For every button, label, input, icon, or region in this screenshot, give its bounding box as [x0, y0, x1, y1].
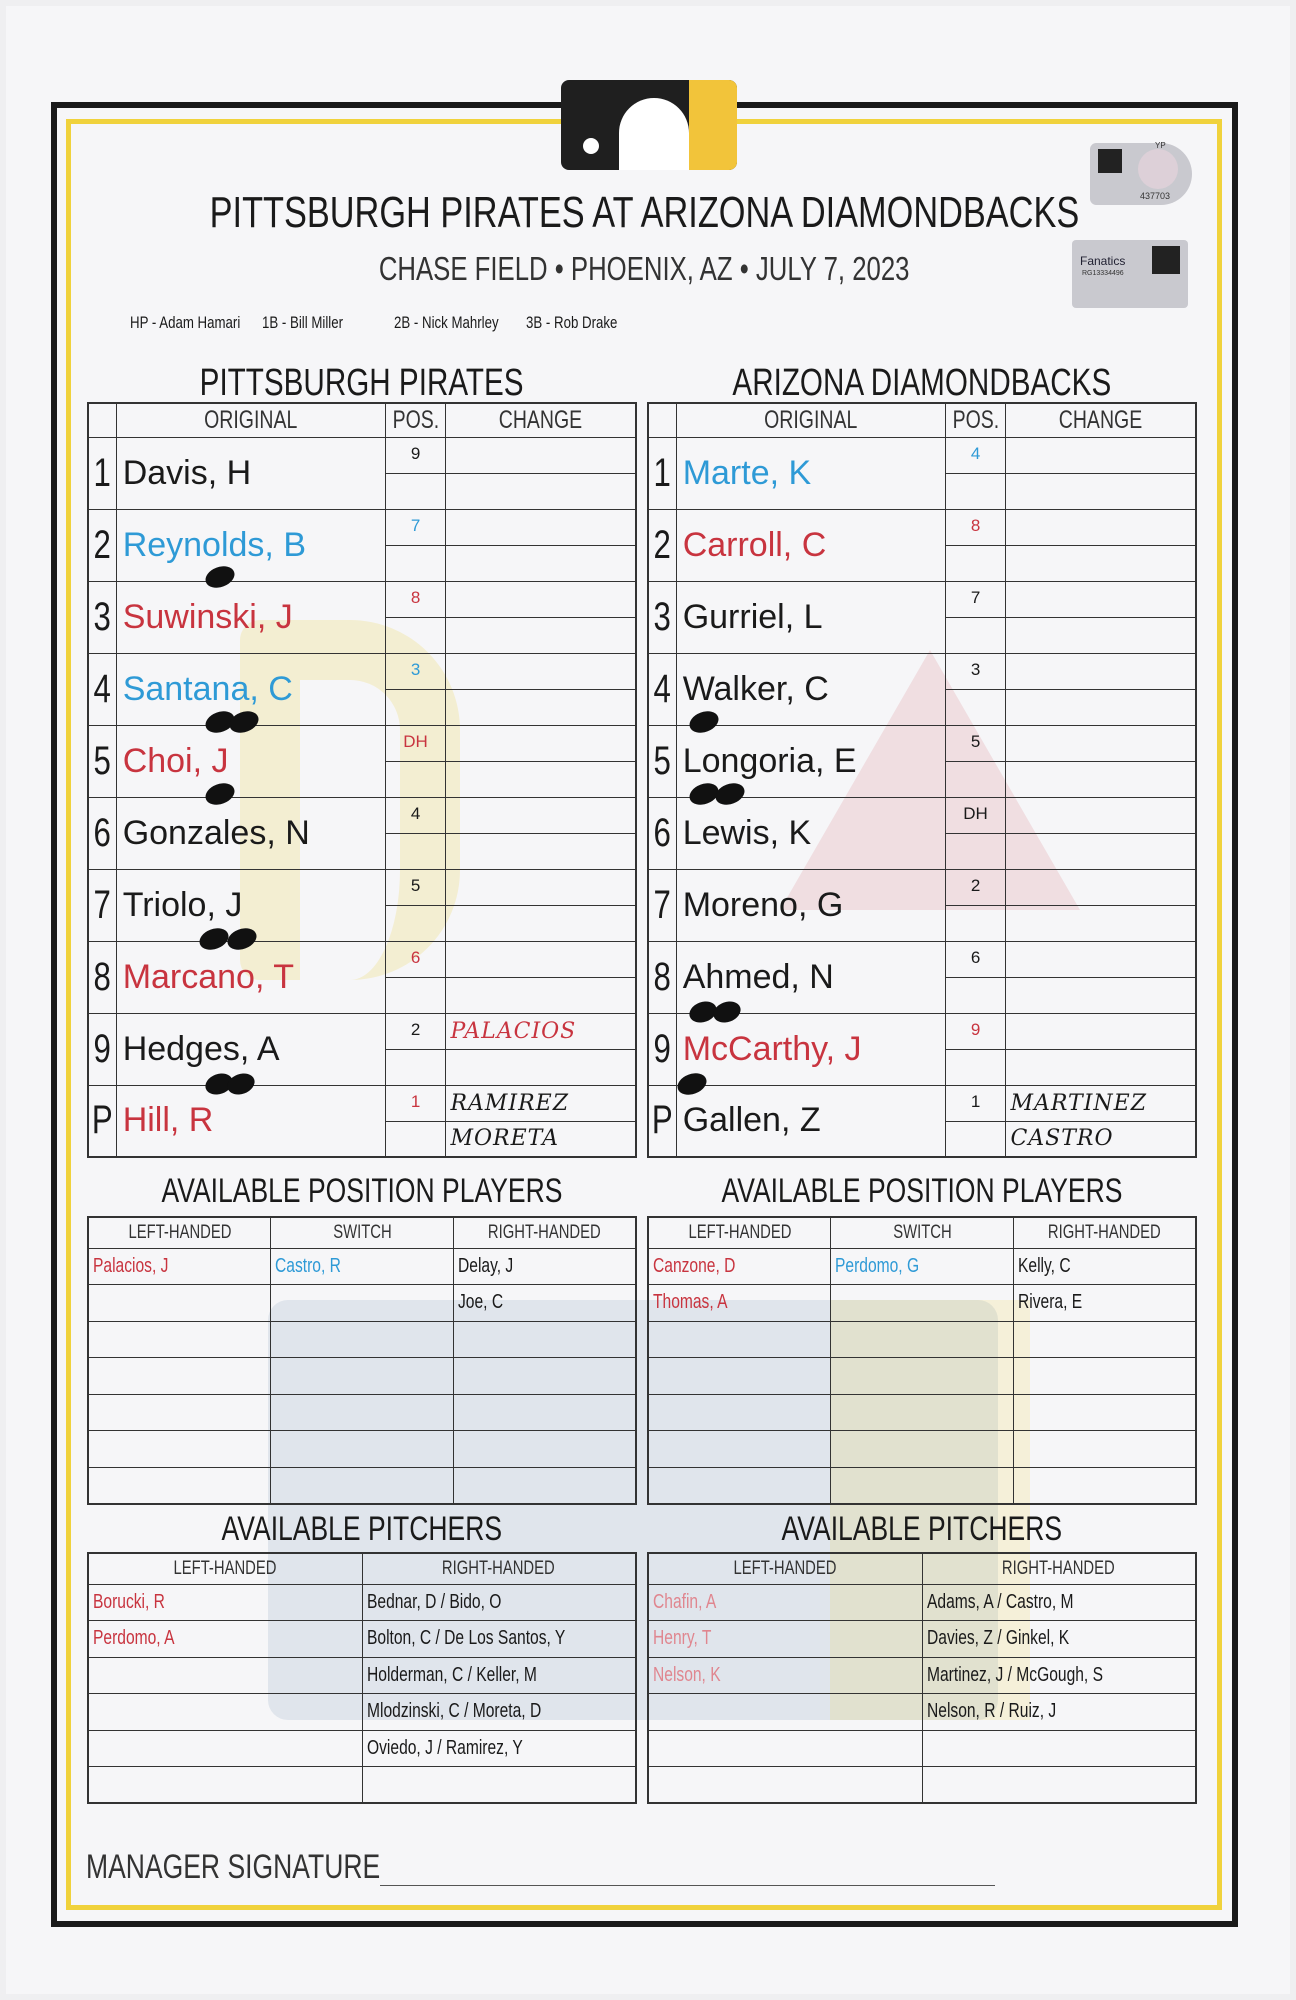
table-row [88, 1394, 636, 1431]
player-cell [88, 1321, 271, 1358]
player-cell [88, 1394, 271, 1431]
position-cell [945, 545, 1006, 581]
table-row [88, 1248, 636, 1285]
lineup-change[interactable]: MARTINEZ [1006, 1085, 1196, 1121]
position-cell [385, 977, 446, 1013]
player-cell: Palacios, J [88, 1248, 271, 1285]
lineup-row [648, 725, 1196, 761]
umpire-hp: HP - Adam Hamari [130, 313, 241, 332]
lineup-header-change: CHANGE [1006, 403, 1196, 437]
batting-slot: 2 [88, 509, 116, 581]
player-position: 9 [385, 437, 446, 473]
position-cell [385, 905, 446, 941]
player-cell [1013, 1394, 1196, 1431]
lineup-change[interactable]: PALACIOS [446, 1013, 636, 1049]
lineup-change[interactable]: RAMIREZ [446, 1085, 636, 1121]
pitcher-cell: Borucki, R [88, 1584, 362, 1621]
player-name: Triolo, J [116, 869, 385, 941]
lineup-change[interactable] [446, 725, 636, 761]
player-name: Lewis, K [676, 797, 945, 869]
player-cell [831, 1358, 1014, 1395]
player-cell [831, 1321, 1014, 1358]
player-cell [648, 1321, 831, 1358]
batting-slot: 9 [88, 1013, 116, 1085]
pitchers-table [87, 1552, 637, 1804]
player-position: 7 [945, 581, 1006, 617]
batting-slot: 8 [648, 941, 676, 1013]
player-position: 5 [385, 869, 446, 905]
lineup-row [648, 437, 1196, 473]
position-cell [385, 473, 446, 509]
lineup-change[interactable] [446, 437, 636, 473]
lineup-row [648, 653, 1196, 689]
lineup-header-change: CHANGE [446, 403, 636, 437]
pitcher-cell: Nelson, R / Ruiz, J [922, 1694, 1196, 1731]
lineup-change[interactable] [446, 761, 636, 797]
table-row [648, 1657, 1196, 1694]
player-position: DH [945, 797, 1006, 833]
player-cell [88, 1358, 271, 1395]
batting-slot: 4 [88, 653, 116, 725]
batting-slot: 9 [648, 1013, 676, 1085]
column-header: RIGHT-HANDED [1013, 1217, 1196, 1248]
player-cell [1013, 1431, 1196, 1468]
umpire-3b: 3B - Rob Drake [526, 313, 618, 332]
pitchers-table [647, 1552, 1197, 1804]
player-cell [453, 1394, 636, 1431]
batting-slot: 7 [88, 869, 116, 941]
position-cell [945, 1121, 1006, 1157]
pitcher-cell: Perdomo, A [88, 1621, 362, 1658]
player-cell: Kelly, C [1013, 1248, 1196, 1285]
player-name: Gallen, Z [676, 1085, 945, 1157]
table-row [648, 1285, 1196, 1322]
pitcher-cell [922, 1767, 1196, 1804]
pitcher-cell [88, 1730, 362, 1767]
player-position: 1 [945, 1085, 1006, 1121]
player-cell: Thomas, A [648, 1285, 831, 1322]
hologram-code: YP [1155, 141, 1166, 150]
table-row [88, 1358, 636, 1395]
player-position: 9 [945, 1013, 1006, 1049]
position-cell [945, 977, 1006, 1013]
player-cell [831, 1467, 1014, 1504]
position-cell [945, 905, 1006, 941]
batting-slot: 3 [88, 581, 116, 653]
lineup-change[interactable] [1006, 761, 1196, 797]
pitcher-cell: Bolton, C / De Los Santos, Y [362, 1621, 636, 1658]
lineup-row [88, 1085, 636, 1121]
lineup-change[interactable] [1006, 509, 1196, 545]
player-cell: Joe, C [453, 1285, 636, 1322]
lineup-change[interactable] [1006, 941, 1196, 977]
lineup-change[interactable]: CASTRO [1006, 1121, 1196, 1157]
lineup-change[interactable] [1006, 473, 1196, 509]
batting-slot: P [88, 1085, 116, 1157]
column-header: LEFT-HANDED [648, 1553, 922, 1584]
umpires [130, 313, 658, 333]
batting-slot: 1 [88, 437, 116, 509]
lineup-change[interactable] [1006, 617, 1196, 653]
player-name: Longoria, E [676, 725, 945, 797]
fanatics-id: RG13334496 [1082, 270, 1124, 277]
lineup-header-original: ORIGINAL [116, 403, 385, 437]
player-position: 2 [945, 869, 1006, 905]
pitcher-cell [88, 1694, 362, 1731]
table-row [648, 1694, 1196, 1731]
lineup-change[interactable] [1006, 977, 1196, 1013]
position-cell [385, 1121, 446, 1157]
lineup-row [88, 509, 636, 545]
table-row [648, 1767, 1196, 1804]
position-cell [385, 1049, 446, 1085]
player-name: Santana, C [116, 653, 385, 725]
lineup-change[interactable] [446, 689, 636, 725]
lineup-change[interactable] [446, 941, 636, 977]
fanatics-brand: Fanatics [1080, 254, 1126, 268]
player-cell [88, 1431, 271, 1468]
player-cell [271, 1285, 454, 1322]
player-position: DH [385, 725, 446, 761]
column-header: LEFT-HANDED [648, 1217, 831, 1248]
player-name: Hill, R [116, 1085, 385, 1157]
batting-slot: 7 [648, 869, 676, 941]
hologram-id: 437703 [1140, 191, 1171, 201]
player-position: 5 [945, 725, 1006, 761]
lineup-change[interactable] [1006, 797, 1196, 833]
batting-slot: 5 [648, 725, 676, 797]
lineup-change[interactable] [446, 833, 636, 869]
player-cell [271, 1321, 454, 1358]
table-row [88, 1321, 636, 1358]
table-row [88, 1621, 636, 1658]
lineup-change[interactable] [1006, 653, 1196, 689]
lineup-change[interactable] [446, 509, 636, 545]
player-cell [831, 1394, 1014, 1431]
column-header: SWITCH [831, 1217, 1014, 1248]
batting-slot: 1 [648, 437, 676, 509]
player-cell [648, 1431, 831, 1468]
column-header: RIGHT-HANDED [453, 1217, 636, 1248]
column-header: LEFT-HANDED [88, 1217, 271, 1248]
position-cell [385, 689, 446, 725]
lineup-change[interactable] [1006, 869, 1196, 905]
table-row [648, 1431, 1196, 1468]
pitcher-cell: Nelson, K [648, 1657, 922, 1694]
player-cell [453, 1321, 636, 1358]
table-row [648, 1730, 1196, 1767]
lineup-change[interactable] [446, 617, 636, 653]
lineup-row [648, 869, 1196, 905]
game-title: PITTSBURGH PIRATES AT ARIZONA DIAMONDBACKS [209, 188, 1079, 237]
table-row [648, 1358, 1196, 1395]
lineup-change[interactable] [446, 545, 636, 581]
player-cell: Rivera, E [1013, 1285, 1196, 1322]
batting-slot: 6 [648, 797, 676, 869]
umpire-2b: 2B - Nick Mahrley [394, 313, 499, 332]
position-cell [385, 617, 446, 653]
lineup-table [87, 402, 637, 1158]
pitcher-cell [88, 1767, 362, 1804]
available-position-players-title: AVAILABLE POSITION PLAYERS [721, 1172, 1123, 1210]
player-position: 3 [385, 653, 446, 689]
lineup-row [88, 725, 636, 761]
column-header: RIGHT-HANDED [922, 1553, 1196, 1584]
player-name: Suwinski, J [116, 581, 385, 653]
column-header: SWITCH [271, 1217, 454, 1248]
batting-slot: P [648, 1085, 676, 1157]
lineup-change[interactable] [1006, 437, 1196, 473]
player-cell [831, 1431, 1014, 1468]
pitcher-cell: Oviedo, J / Ramirez, Y [362, 1730, 636, 1767]
player-cell: Canzone, D [648, 1248, 831, 1285]
lineup-change[interactable] [1006, 581, 1196, 617]
table-row [648, 1321, 1196, 1358]
lineup-change[interactable] [446, 905, 636, 941]
team-name: PITTSBURGH PIRATES [200, 362, 524, 404]
player-name: Hedges, A [116, 1013, 385, 1085]
player-name: Moreno, G [676, 869, 945, 941]
batting-slot: 6 [88, 797, 116, 869]
player-cell [453, 1358, 636, 1395]
lineup-row [88, 653, 636, 689]
table-row [88, 1467, 636, 1504]
table-row [648, 1584, 1196, 1621]
column-header: LEFT-HANDED [88, 1553, 362, 1584]
batting-slot: 4 [648, 653, 676, 725]
batting-slot: 8 [88, 941, 116, 1013]
table-row [88, 1767, 636, 1804]
player-name: Ahmed, N [676, 941, 945, 1013]
player-name: Carroll, C [676, 509, 945, 581]
game-subtitle: CHASE FIELD • PHOENIX, AZ • JULY 7, 2023 [378, 250, 910, 287]
batting-slot: 5 [88, 725, 116, 797]
player-cell [453, 1467, 636, 1504]
lineup-header-pos: POS. [385, 403, 446, 437]
mlb-logo [561, 80, 737, 170]
player-cell [648, 1394, 831, 1431]
player-position: 4 [945, 437, 1006, 473]
table-row [648, 1467, 1196, 1504]
team-name: ARIZONA DIAMONDBACKS [732, 362, 1112, 404]
player-cell [271, 1394, 454, 1431]
player-cell: Delay, J [453, 1248, 636, 1285]
player-cell [453, 1431, 636, 1468]
lineup-change[interactable] [1006, 725, 1196, 761]
player-name: McCarthy, J [676, 1013, 945, 1085]
column-header: RIGHT-HANDED [362, 1553, 636, 1584]
player-cell [648, 1358, 831, 1395]
lineup-header-original: ORIGINAL [676, 403, 945, 437]
position-cell [385, 761, 446, 797]
player-cell [648, 1467, 831, 1504]
pitcher-cell: Mlodzinski, C / Moreta, D [362, 1694, 636, 1731]
table-row [88, 1431, 636, 1468]
batting-slot: 2 [648, 509, 676, 581]
player-cell [271, 1358, 454, 1395]
lineup-change[interactable] [446, 1049, 636, 1085]
lineup-change[interactable] [1006, 1013, 1196, 1049]
lineup-change[interactable] [446, 581, 636, 617]
lineup-change[interactable] [1006, 905, 1196, 941]
table-row [88, 1694, 636, 1731]
player-name: Walker, C [676, 653, 945, 725]
pitcher-cell: Chafin, A [648, 1584, 922, 1621]
position-players-table [647, 1216, 1197, 1505]
lineup-change[interactable] [446, 653, 636, 689]
lineup-change[interactable] [1006, 1049, 1196, 1085]
player-cell: Castro, R [271, 1248, 454, 1285]
position-cell [945, 833, 1006, 869]
position-cell [385, 545, 446, 581]
lineup-change[interactable] [446, 473, 636, 509]
player-cell [831, 1285, 1014, 1322]
manager-signature-label: MANAGER SIGNATURE [86, 1848, 381, 1886]
lineup-row [88, 437, 636, 473]
player-name: Gonzales, N [116, 797, 385, 869]
position-players-table [87, 1216, 637, 1505]
player-cell [1013, 1467, 1196, 1504]
position-cell [945, 689, 1006, 725]
player-name: Davis, H [116, 437, 385, 509]
pitcher-cell: Adams, A / Castro, M [922, 1584, 1196, 1621]
lineup-row [648, 941, 1196, 977]
lineup-change[interactable] [1006, 545, 1196, 581]
table-row [648, 1621, 1196, 1658]
available-position-players-title: AVAILABLE POSITION PLAYERS [161, 1172, 563, 1210]
player-position: 7 [385, 509, 446, 545]
lineup-change[interactable] [446, 869, 636, 905]
position-cell [945, 617, 1006, 653]
available-pitchers-title: AVAILABLE PITCHERS [221, 1510, 503, 1548]
pitcher-cell: Holderman, C / Keller, M [362, 1657, 636, 1694]
lineup-row [88, 869, 636, 905]
player-position: 3 [945, 653, 1006, 689]
table-row [88, 1285, 636, 1322]
pitcher-cell: Henry, T [648, 1621, 922, 1658]
player-position: 4 [385, 797, 446, 833]
position-cell [945, 761, 1006, 797]
manager-signature-line[interactable] [380, 1885, 995, 1886]
position-cell [945, 1049, 1006, 1085]
player-cell [271, 1467, 454, 1504]
player-cell [88, 1467, 271, 1504]
player-position: 6 [945, 941, 1006, 977]
pitcher-cell [648, 1730, 922, 1767]
batting-slot: 3 [648, 581, 676, 653]
lineup-row [648, 509, 1196, 545]
lineup-row [88, 797, 636, 833]
pitcher-cell: Martinez, J / McGough, S [922, 1657, 1196, 1694]
player-position: 1 [385, 1085, 446, 1121]
player-cell [88, 1285, 271, 1322]
table-row [88, 1730, 636, 1767]
umpire-1b: 1B - Bill Miller [262, 313, 344, 332]
pitcher-cell [362, 1767, 636, 1804]
player-name: Marte, K [676, 437, 945, 509]
player-name: Choi, J [116, 725, 385, 797]
player-cell: Perdomo, G [831, 1248, 1014, 1285]
pitcher-cell: Davies, Z / Ginkel, K [922, 1621, 1196, 1658]
position-cell [945, 473, 1006, 509]
pitcher-cell [648, 1767, 922, 1804]
table-row [648, 1394, 1196, 1431]
lineup-change[interactable] [1006, 689, 1196, 725]
player-name: Marcano, T [116, 941, 385, 1013]
player-cell [271, 1431, 454, 1468]
lineup-row [88, 581, 636, 617]
table-row [88, 1657, 636, 1694]
player-name: Reynolds, B [116, 509, 385, 581]
lineup-header-pos: POS. [945, 403, 1006, 437]
lineup-row [648, 581, 1196, 617]
lineup-row [648, 1085, 1196, 1121]
lineup-change[interactable] [446, 797, 636, 833]
pitcher-cell [648, 1694, 922, 1731]
player-position: 8 [945, 509, 1006, 545]
lineup-row [88, 1013, 636, 1049]
player-position: 8 [385, 581, 446, 617]
lineup-change[interactable] [446, 977, 636, 1013]
pitcher-cell [922, 1730, 1196, 1767]
qr-code-icon [1098, 149, 1122, 173]
table-row [648, 1248, 1196, 1285]
lineup-row [88, 941, 636, 977]
player-cell [1013, 1321, 1196, 1358]
player-position: 6 [385, 941, 446, 977]
position-cell [385, 833, 446, 869]
available-pitchers-title: AVAILABLE PITCHERS [781, 1510, 1063, 1548]
lineup-table [647, 402, 1197, 1158]
player-name: Gurriel, L [676, 581, 945, 653]
player-position: 2 [385, 1013, 446, 1049]
lineup-change[interactable] [1006, 833, 1196, 869]
pitcher-cell: Bednar, D / Bido, O [362, 1584, 636, 1621]
player-cell [1013, 1358, 1196, 1395]
pitcher-cell [88, 1657, 362, 1694]
table-row [88, 1584, 636, 1621]
lineup-change[interactable]: MORETA [446, 1121, 636, 1157]
